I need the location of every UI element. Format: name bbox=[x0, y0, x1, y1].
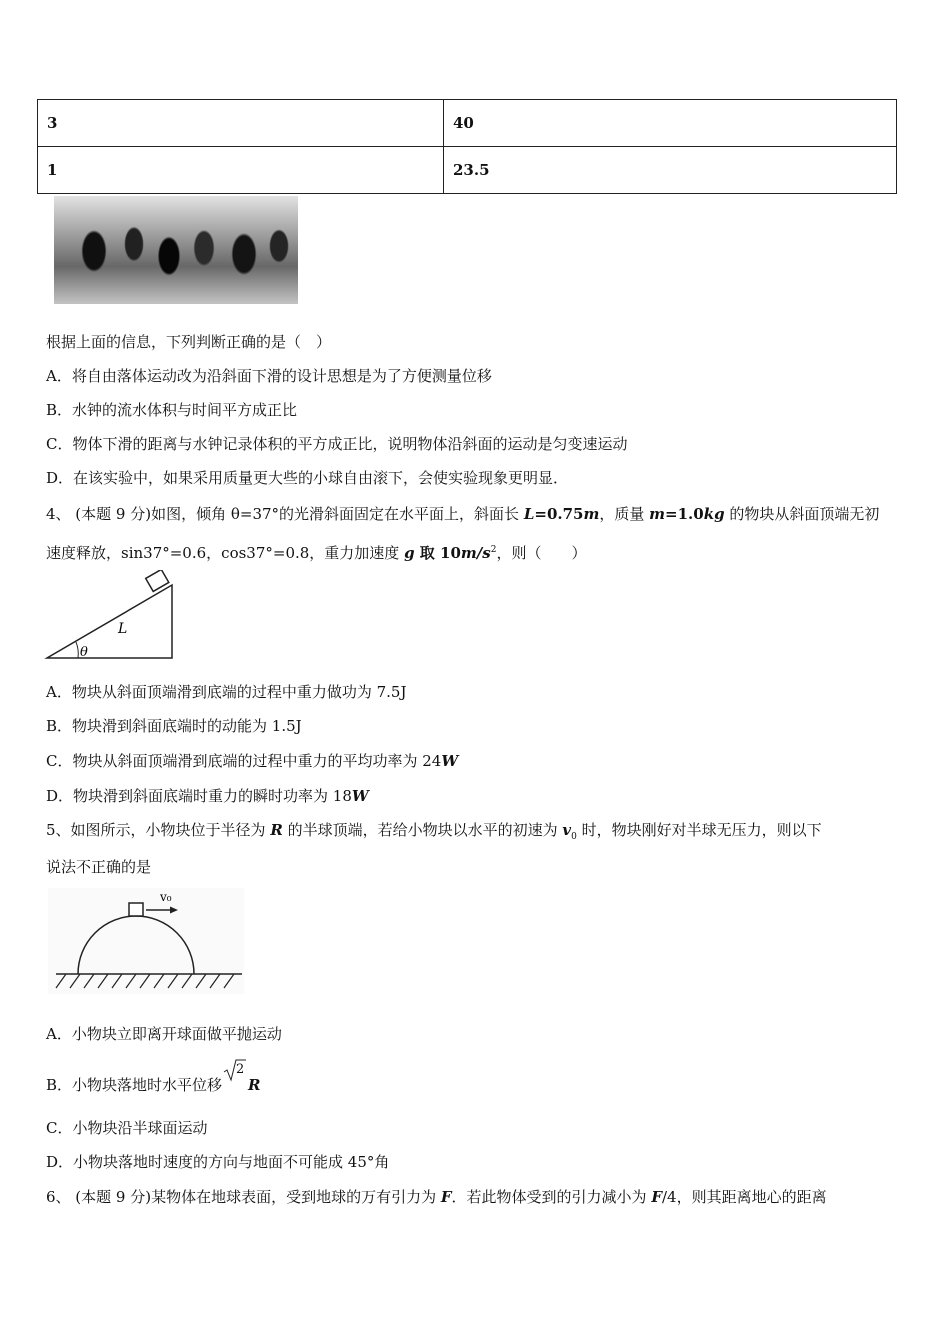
text: /4，则其距离地心的距离 bbox=[661, 1188, 827, 1206]
q4-option-b: B．物块滑到斜面底端时的动能为 1.5J bbox=[46, 717, 302, 735]
unit-ms: m/s bbox=[460, 544, 491, 562]
superscript: 2 bbox=[490, 545, 497, 555]
text: 的物块从斜面顶端无初 bbox=[724, 505, 880, 523]
text: 取 10 bbox=[414, 544, 461, 562]
q5-stem-line2: 说法不正确的是 bbox=[46, 858, 152, 876]
q5-option-d: D．小物块落地时速度的方向与地面不可能成 45°角 bbox=[46, 1153, 390, 1171]
text: 的半球顶端，若给小物块以水平的初速为 bbox=[282, 821, 563, 839]
unit-m: m bbox=[583, 505, 600, 523]
symbol-F: F bbox=[440, 1188, 452, 1206]
q3-option-b: B．水钟的流水体积与时间平方成正比 bbox=[46, 401, 298, 419]
symbol-m: m bbox=[649, 505, 666, 523]
q5-option-b bbox=[46, 1062, 261, 1095]
hemisphere-figure bbox=[48, 888, 244, 994]
text: =1.0 bbox=[665, 505, 704, 523]
text: ，质量 bbox=[599, 505, 650, 523]
experiment-photo bbox=[54, 196, 298, 304]
q3-option-a: A．将自由落体运动改为沿斜面下滑的设计思想是为了方便测量位移 bbox=[46, 367, 492, 385]
unit-kg: kg bbox=[703, 505, 725, 523]
q4-option-a: A．物块从斜面顶端滑到底端的过程中重力做功为 7.5J bbox=[46, 683, 407, 701]
q6-stem-line1 bbox=[46, 1187, 827, 1207]
q3-option-d: D．在该实验中，如果采用质量更大些的小球自由滚下，会使实验现象更明显． bbox=[46, 469, 569, 487]
symbol-R: R bbox=[270, 821, 283, 839]
text: ，则（ ） bbox=[496, 544, 587, 562]
q4-stem-line2 bbox=[46, 540, 586, 563]
q4-option-c bbox=[46, 751, 458, 771]
text: 时，物块刚好对半球无压力，则以下 bbox=[576, 821, 822, 839]
table-cell: 1 bbox=[38, 147, 444, 194]
text: 速度释放，sin37°=0.6，cos37°=0.8，重力加速度 bbox=[46, 544, 405, 562]
text: =0.75 bbox=[534, 505, 584, 523]
q5-option-c: C．小物块沿半球面运动 bbox=[46, 1119, 208, 1137]
table-row bbox=[38, 100, 897, 147]
q3-option-c: C．物体下滑的距离与水钟记录体积的平方成正比，说明物体沿斜面的运动是匀变速运动 bbox=[46, 435, 628, 453]
block bbox=[129, 903, 143, 916]
q4-option-d bbox=[46, 786, 369, 806]
text: D．物块滑到斜面底端时重力的瞬时功率为 18 bbox=[46, 787, 352, 805]
incline-figure bbox=[44, 570, 178, 662]
text: 4、 (本题 9 分)如图，倾角 θ=37°的光滑斜面固定在水平面上，斜面长 bbox=[46, 505, 524, 523]
table-cell: 3 bbox=[38, 100, 444, 147]
angle-arc bbox=[76, 642, 78, 658]
symbol-v: v bbox=[562, 821, 572, 839]
text: 6、 (本题 9 分)某物体在地球表面，受到地球的万有引力为 bbox=[46, 1188, 441, 1206]
sqrt-number: 2 bbox=[236, 1062, 245, 1077]
text: B．小物块落地时水平位移 bbox=[46, 1076, 223, 1094]
side-label: L bbox=[118, 621, 128, 637]
sqrt-symbol bbox=[222, 1062, 246, 1090]
q4-stem-line1 bbox=[46, 504, 879, 524]
unit-W: W bbox=[351, 787, 369, 805]
q5-stem-line1 bbox=[46, 820, 822, 847]
q3-stem: 根据上面的信息，下列判断正确的是（ ） bbox=[46, 333, 332, 351]
velocity-label: v₀ bbox=[160, 890, 172, 904]
table-cell: 23.5 bbox=[444, 147, 897, 194]
angle-label: θ bbox=[80, 645, 88, 660]
subscript: 0 bbox=[571, 832, 577, 842]
q5-option-a: A．小物块立即离开球面做平抛运动 bbox=[46, 1025, 282, 1043]
symbol-L: L bbox=[523, 505, 535, 523]
text: ．若此物体受到的引力减小为 bbox=[451, 1188, 652, 1206]
text: 5、如图所示，小物块位于半径为 bbox=[46, 821, 271, 839]
table-row bbox=[38, 147, 897, 194]
incline-triangle bbox=[47, 585, 172, 658]
symbol-F: F bbox=[651, 1188, 662, 1206]
symbol-R: R bbox=[248, 1076, 261, 1094]
text: C．物块从斜面顶端滑到底端的过程中重力的平均功率为 24 bbox=[46, 752, 442, 770]
data-table bbox=[37, 99, 897, 194]
unit-W: W bbox=[441, 752, 459, 770]
table-cell: 40 bbox=[444, 100, 897, 147]
symbol-g: g bbox=[404, 544, 415, 562]
